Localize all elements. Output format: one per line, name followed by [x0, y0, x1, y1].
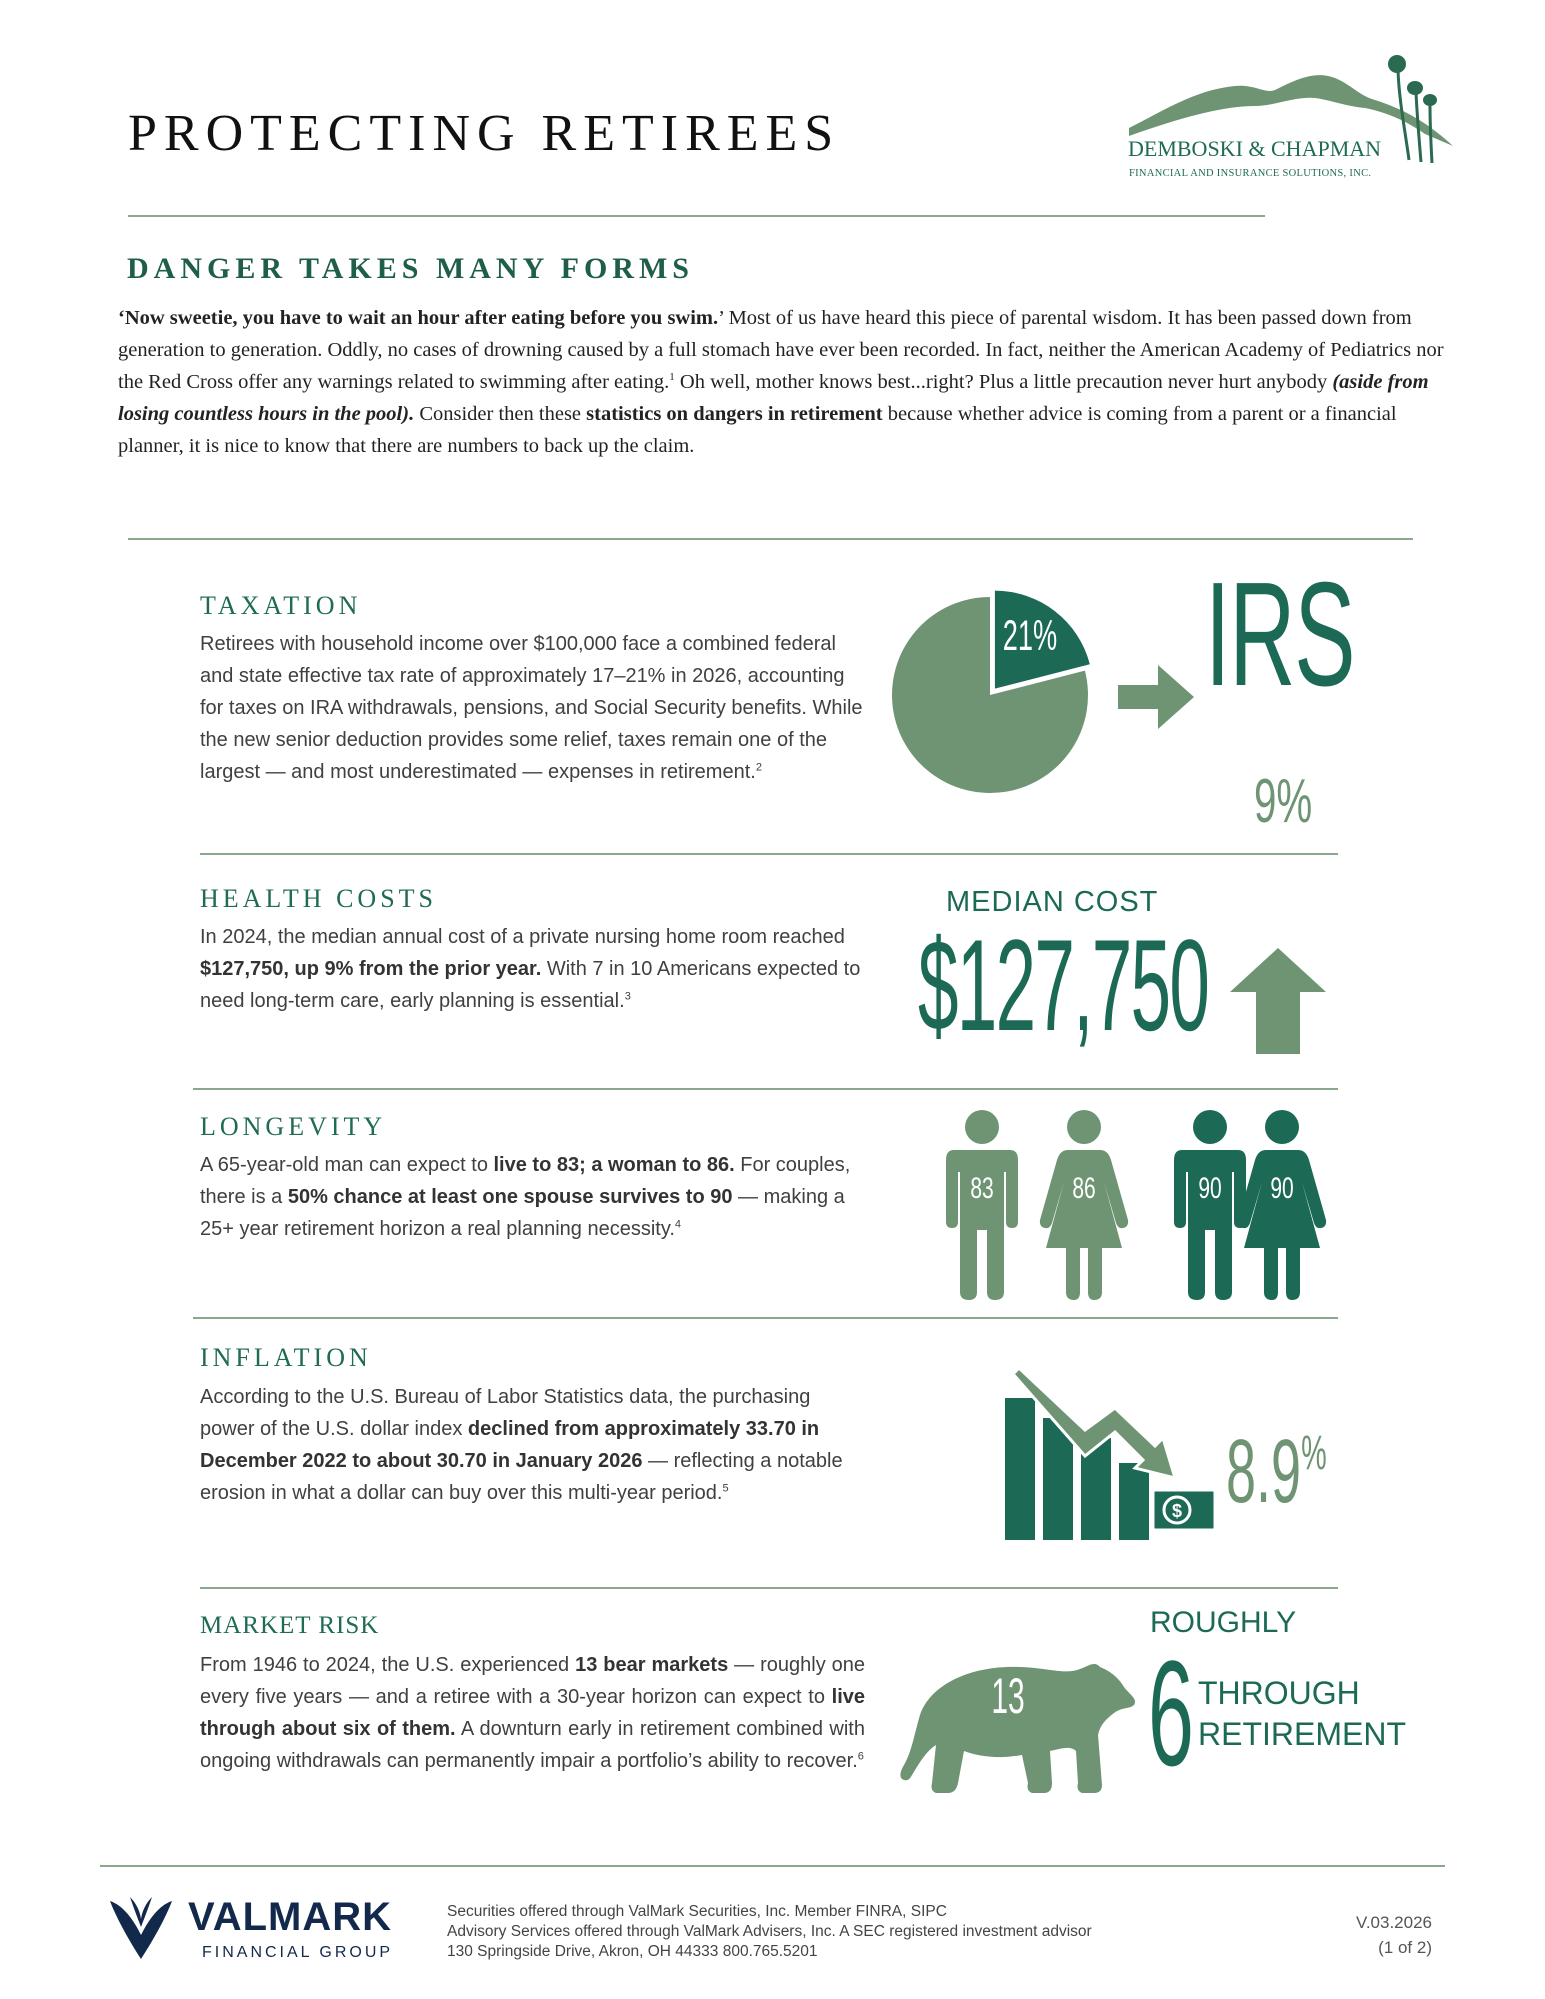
woman-figure-90 [1236, 1110, 1328, 1300]
footer-disclosures [447, 1902, 1207, 1962]
longevity-heading: LONGEVITY [200, 1112, 387, 1141]
six-value: 6 [1148, 1629, 1194, 1797]
figure-age-label: 86 [1072, 1172, 1096, 1205]
arrow-right-icon [1118, 665, 1194, 730]
page-title: PROTECTING RETIREES [128, 105, 841, 162]
longevity-body: A 65-year-old man can expect to live to 83; a woman to 86. For couples, there is a 50% chance at least one spouse survives to 90 — making a 25+ year retirement horizon a real planning necessity.$^4$ [200, 1154, 851, 1240]
bear-icon [900, 1655, 1140, 1793]
through-label: THROUGH [1198, 1675, 1360, 1711]
intro-quote: ‘Now sweetie, you have to wait an hour after eating before you swim. [118, 307, 719, 329]
taxation-pie-chart [890, 590, 1100, 800]
median-cost-label: MEDIAN COST [946, 886, 1159, 918]
valmark-subtitle: FINANCIAL GROUP [202, 1944, 394, 1961]
health-body: In 2024, the median annual cost of a private nursing home room reached $127,750, up 9% from the prior year. With 7 in 10 Americans expected to need long-term care, early planning is essential.$^3$ [200, 926, 861, 1012]
logo-company-subtitle: FINANCIAL AND INSURANCE SOLUTIONS, INC. [1129, 168, 1372, 179]
valmark-wordmark: VALMARK [188, 1895, 393, 1939]
health-divider [193, 1088, 1338, 1090]
inflation-divider [200, 1587, 1338, 1589]
market-body: From 1946 to 2024, the U.S. experienced 13 bear markets — roughly one every five years — and a retiree with a 30-year horizon can expect to live through about six of them. A downturn early in retirement combined with ongoing withdrawals can permanently impair a portfolio’s ability to recover.$^6$ [200, 1654, 865, 1772]
valmark-logo-icon [110, 1895, 172, 1959]
version-label: V.03.2026 [1356, 1913, 1432, 1932]
footer-line-3: 130 Springside Drive, Akron, OH 44333 800.765.5201 [447, 1943, 818, 1960]
roughly-label: ROUGHLY [1150, 1606, 1297, 1639]
bear-market-count: 13 [991, 1668, 1025, 1724]
footer-line-2: Advisory Services offered through ValMark Advisers, Inc. A SEC registered investment advisor [447, 1923, 1092, 1940]
inflation-heading: INFLATION [200, 1343, 372, 1372]
inflation-body: According to the U.S. Bureau of Labor Statistics data, the purchasing power of the U.S. dollar index declined from approximately 33.70 in December 2022 to about 30.70 in January 2026 — reflecting a notable erosion in what a dollar can buy over this multi-year period.$^5$ [200, 1386, 843, 1504]
irs-percent: 9% [1254, 767, 1313, 836]
footer-divider [100, 1865, 1445, 1867]
footer-line-1: Securities offered through ValMark Securities, Inc. Member FINRA, SIPC [447, 1903, 947, 1920]
money-icon [1153, 1490, 1215, 1530]
arrow-up-icon [1230, 948, 1326, 1054]
irs-label: IRS [1205, 552, 1355, 717]
svg-text:$: $ [1171, 1501, 1183, 1521]
woman-figure-86 [1038, 1110, 1130, 1300]
declining-bar-chart-icon [1005, 1368, 1220, 1540]
figure-age-label: 90 [1270, 1172, 1294, 1205]
taxation-body: Retirees with household income over $100,000 face a combined federal and state effective tax rate of approximately 17–21% in 2026, accounting for taxes on IRA withdrawals, pensions, and Social Security benefits. While the new senior deduction provides some relief, taxes remain one of the largest — and most underestimated — expenses in retirement.$^2$ [200, 633, 863, 783]
intro-paragraph: ‘Now sweetie, you have to wait an hour after eating before you swim.’ Most of us have heard this piece of parental wisdom. It has been passed down from generation to generation. Oddly, no cases of drowning caused by a full stomach have ever been recorded. In fact, neither the American Academy of Pediatrics nor the Red Cross offer any warnings related to swimming after eating.$^1$ Oh well, mother knows best...right? Plus a little precaution never hurt anybody (aside from losing countless hours in the pool). Consider then these statistics on dangers in retirement because whether advice is coming from a parent or a financial planner, it is nice to know that there are numbers to back up the claim. [118, 307, 1444, 457]
page-indicator: (1 of 2) [1378, 1938, 1432, 1957]
man-figure-83 [940, 1110, 1024, 1300]
figure-age-label: 90 [1198, 1172, 1222, 1205]
retirement-label: RETIREMENT [1198, 1716, 1406, 1752]
figure-age-label: 83 [970, 1172, 994, 1205]
pie-slice-label: 21% [1002, 611, 1058, 660]
market-heading: MARKET RISK [200, 1612, 380, 1639]
header-divider [128, 215, 1265, 217]
logo-company-name: DEMBOSKI & CHAPMAN [1128, 136, 1382, 161]
taxation-divider [200, 853, 1338, 855]
inflation-value: 8.9% [1226, 1422, 1327, 1522]
company-logo [1125, 50, 1465, 190]
intro-heading: DANGER TAKES MANY FORMS [127, 252, 694, 285]
intro-divider [128, 538, 1413, 540]
median-cost-value: $127,750 [918, 912, 1209, 1058]
longevity-divider [193, 1317, 1338, 1319]
taxation-heading: TAXATION [200, 591, 362, 620]
health-heading: HEALTH COSTS [200, 884, 438, 913]
